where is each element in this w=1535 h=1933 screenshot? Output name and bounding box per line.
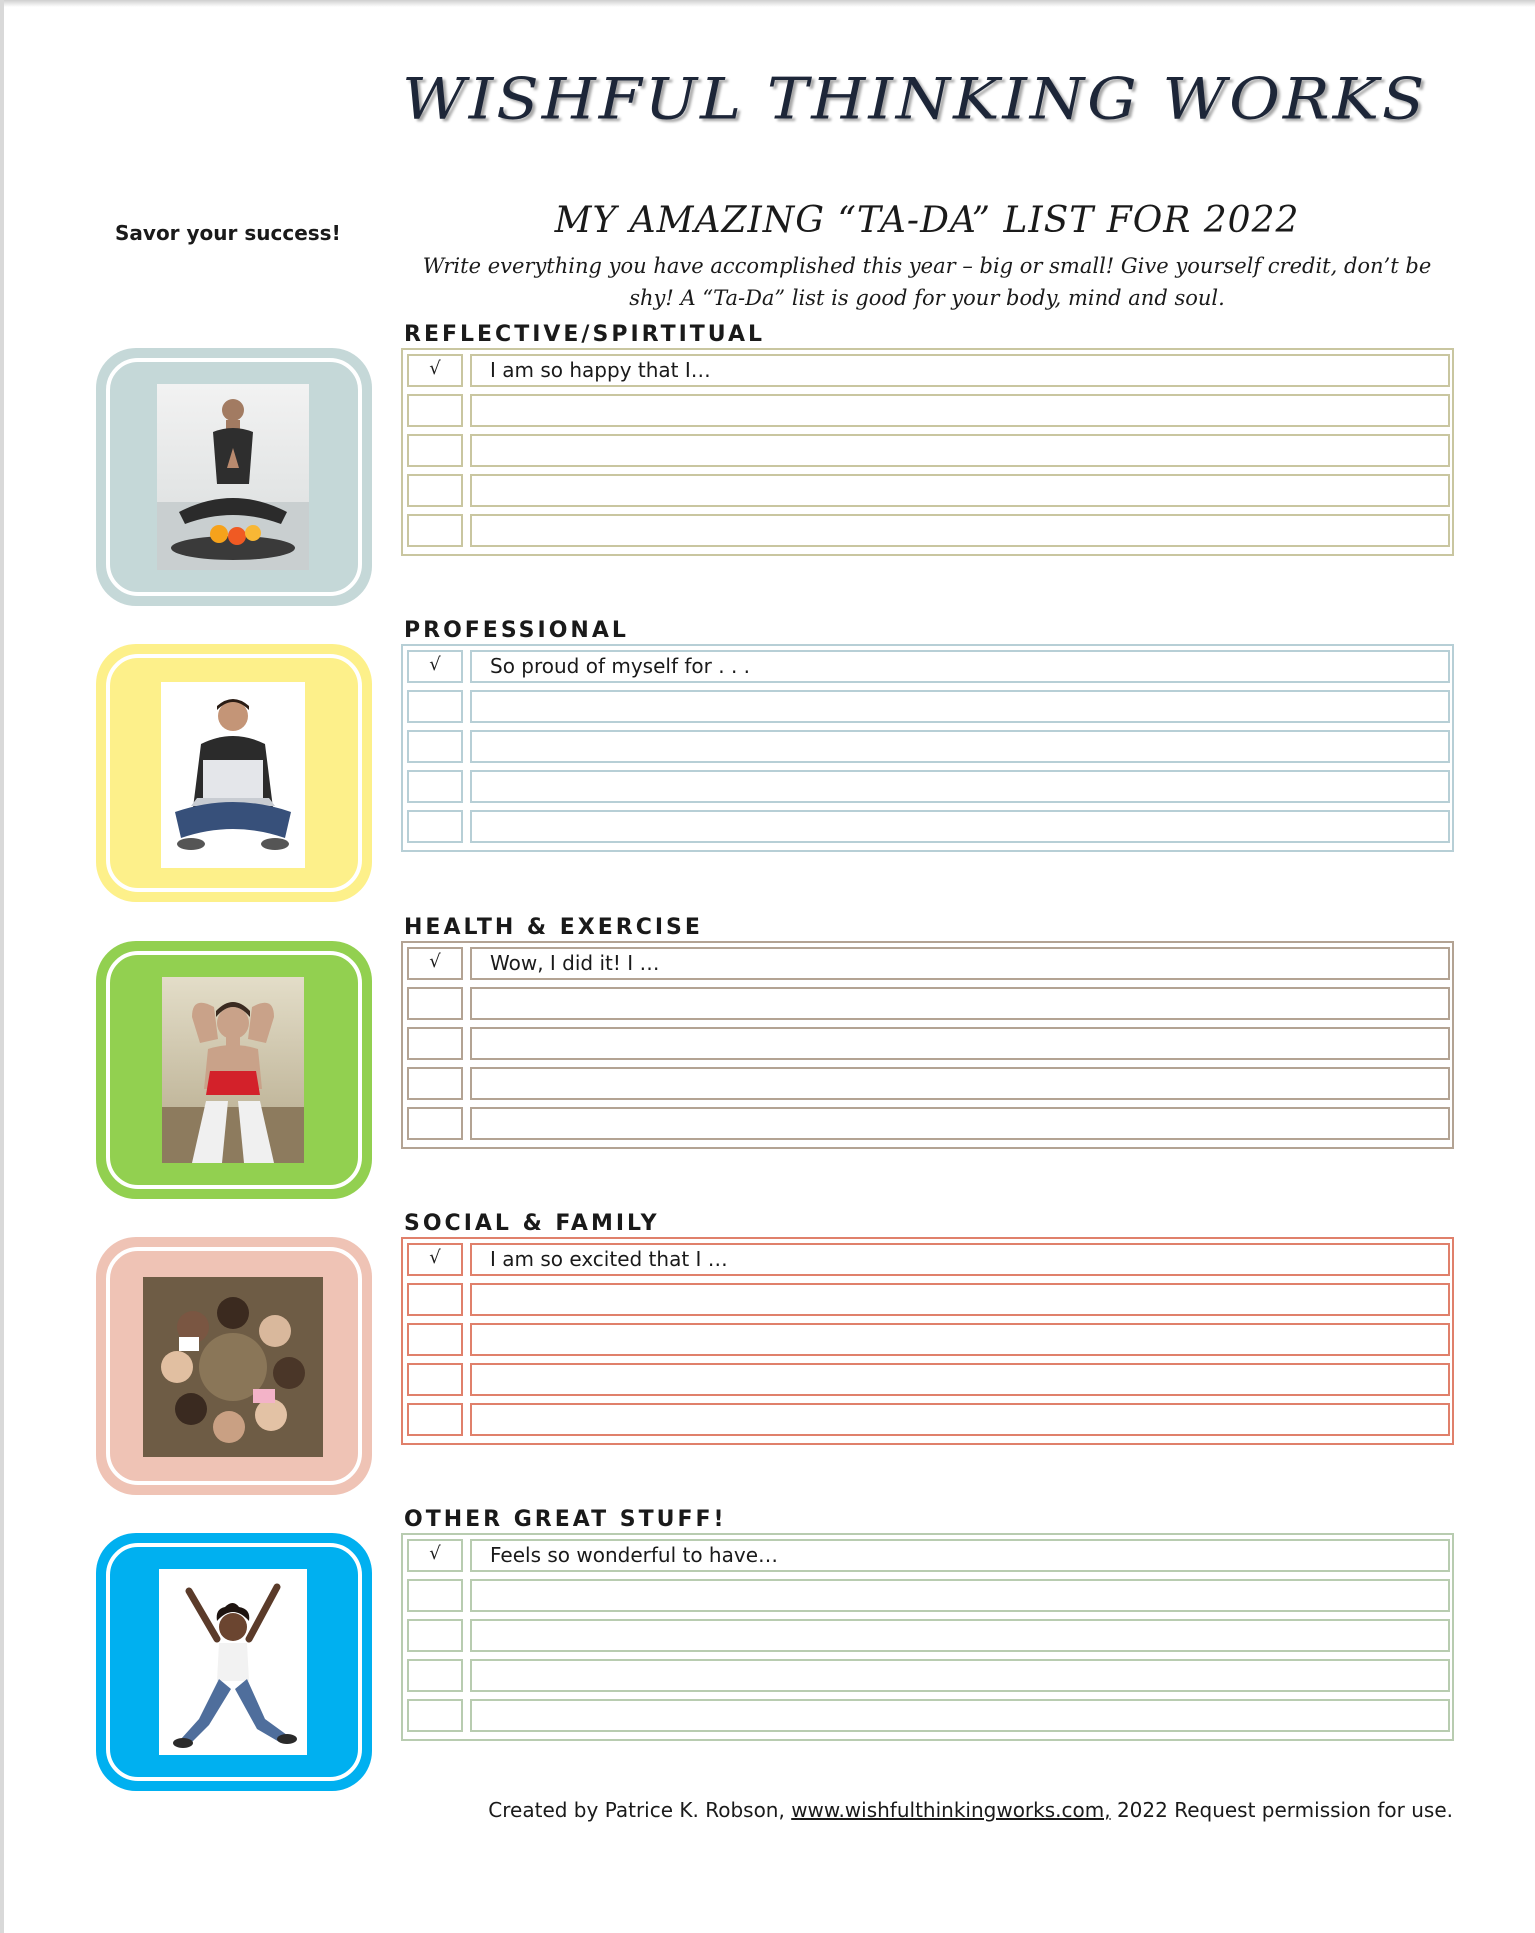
entry-cell[interactable] [470, 1283, 1450, 1316]
entry-row [407, 810, 1450, 843]
entry-cell[interactable] [470, 1067, 1450, 1100]
photo-frame [96, 1533, 372, 1791]
check-cell[interactable] [407, 810, 463, 843]
check-cell[interactable] [407, 1659, 463, 1692]
check-cell[interactable] [407, 1067, 463, 1100]
check-cell[interactable] [407, 1403, 463, 1436]
entry-cell[interactable] [470, 1699, 1450, 1732]
list-title: MY AMAZING “TA-DA” LIST FOR 2022 [554, 200, 1300, 241]
section-heading: SOCIAL & FAMILY [404, 1211, 660, 1236]
entry-row [407, 434, 1450, 467]
check-cell[interactable] [407, 690, 463, 723]
entry-row [407, 1067, 1450, 1100]
entry-grid [401, 644, 1454, 852]
entry-row [407, 394, 1450, 427]
check-cell[interactable] [407, 1699, 463, 1732]
check-cell[interactable] [407, 1579, 463, 1612]
laptop-photo [161, 682, 305, 868]
entry-cell[interactable] [470, 1659, 1450, 1692]
entry-row [407, 730, 1450, 763]
photo-frame [96, 644, 372, 902]
tagline: Savor your success! [115, 221, 341, 245]
intro-line-2: shy! A “Ta-Da” list is good for your body, mind and soul. [629, 286, 1225, 310]
check-cell[interactable]: √ [407, 354, 463, 387]
entry-row [407, 1243, 1450, 1276]
meditation-photo [157, 384, 309, 570]
entry-cell[interactable] [470, 1619, 1450, 1652]
check-cell[interactable]: √ [407, 1539, 463, 1572]
entry-row [407, 1403, 1450, 1436]
footer-website-link[interactable]: www.wishfulthinkingworks.com, [791, 1798, 1111, 1822]
check-cell[interactable]: √ [407, 947, 463, 980]
section-heading: OTHER GREAT STUFF! [404, 1507, 727, 1532]
entry-cell[interactable]: I am so excited that I … [470, 1243, 1450, 1276]
entry-grid [401, 1237, 1454, 1445]
check-cell[interactable] [407, 1323, 463, 1356]
entry-row [407, 1323, 1450, 1356]
entry-row [407, 1539, 1450, 1572]
entry-row [407, 354, 1450, 387]
entry-grid [401, 348, 1454, 556]
section-social [0, 1211, 1535, 1511]
check-cell[interactable] [407, 434, 463, 467]
entry-row [407, 1107, 1450, 1140]
entry-cell[interactable] [470, 434, 1450, 467]
entry-cell[interactable] [470, 394, 1450, 427]
photo-frame [96, 1237, 372, 1495]
entry-row [407, 1027, 1450, 1060]
entry-cell[interactable] [470, 987, 1450, 1020]
check-cell[interactable]: √ [407, 650, 463, 683]
entry-cell[interactable] [470, 1363, 1450, 1396]
entry-row [407, 770, 1450, 803]
check-cell[interactable] [407, 514, 463, 547]
entry-row [407, 1699, 1450, 1732]
entry-cell[interactable] [470, 1579, 1450, 1612]
check-cell[interactable] [407, 1619, 463, 1652]
entry-cell[interactable]: I am so happy that I… [470, 354, 1450, 387]
entry-cell[interactable]: So proud of myself for . . . [470, 650, 1450, 683]
entry-row [407, 947, 1450, 980]
section-heading: REFLECTIVE/SPIRTITUAL [404, 322, 766, 347]
friends-circle-photo [143, 1277, 323, 1457]
check-cell[interactable] [407, 1027, 463, 1060]
entry-row [407, 514, 1450, 547]
check-cell[interactable] [407, 987, 463, 1020]
section-health [0, 915, 1535, 1215]
section-professional [0, 618, 1535, 918]
entry-row [407, 474, 1450, 507]
entry-grid [401, 1533, 1454, 1741]
photo-frame [96, 348, 372, 606]
section-reflective [0, 322, 1535, 622]
entry-row [407, 690, 1450, 723]
check-cell[interactable] [407, 1107, 463, 1140]
intro-line-1: Write everything you have accomplished this year – big or small! Give yourself credit, don’t be [422, 254, 1432, 278]
entry-cell[interactable] [470, 1107, 1450, 1140]
section-other [0, 1507, 1535, 1807]
section-heading: PROFESSIONAL [404, 618, 629, 643]
entry-cell[interactable]: Feels so wonderful to have… [470, 1539, 1450, 1572]
footer-credit [400, 1798, 1453, 1822]
entry-cell[interactable] [470, 514, 1450, 547]
entry-cell[interactable] [470, 730, 1450, 763]
check-cell[interactable] [407, 1283, 463, 1316]
entry-grid [401, 941, 1454, 1149]
check-cell[interactable] [407, 474, 463, 507]
footer-prefix: Created by Patrice K. Robson, [488, 1798, 792, 1822]
section-heading: HEALTH & EXERCISE [404, 915, 703, 940]
list-intro [402, 250, 1452, 314]
situps-photo [162, 977, 304, 1163]
entry-cell[interactable] [470, 1027, 1450, 1060]
entry-row [407, 1363, 1450, 1396]
entry-cell[interactable] [470, 810, 1450, 843]
check-cell[interactable] [407, 770, 463, 803]
entry-cell[interactable]: Wow, I did it! I … [470, 947, 1450, 980]
entry-row [407, 987, 1450, 1020]
jumping-person-photo [159, 1569, 307, 1755]
entry-cell[interactable] [470, 474, 1450, 507]
check-cell[interactable] [407, 730, 463, 763]
entry-cell[interactable] [470, 1403, 1450, 1436]
check-cell[interactable] [407, 394, 463, 427]
entry-row [407, 1659, 1450, 1692]
footer-suffix: 2022 Request permission for use. [1110, 1798, 1453, 1822]
entry-cell[interactable] [470, 690, 1450, 723]
entry-row [407, 1619, 1450, 1652]
entry-cell[interactable] [470, 770, 1450, 803]
photo-frame [96, 941, 372, 1199]
entry-row [407, 650, 1450, 683]
page-top-shadow [0, 0, 1535, 7]
check-cell[interactable]: √ [407, 1243, 463, 1276]
site-title: WISHFUL THINKING WORKS [402, 64, 1428, 133]
check-cell[interactable] [407, 1363, 463, 1396]
entry-row [407, 1579, 1450, 1612]
entry-cell[interactable] [470, 1323, 1450, 1356]
entry-row [407, 1283, 1450, 1316]
